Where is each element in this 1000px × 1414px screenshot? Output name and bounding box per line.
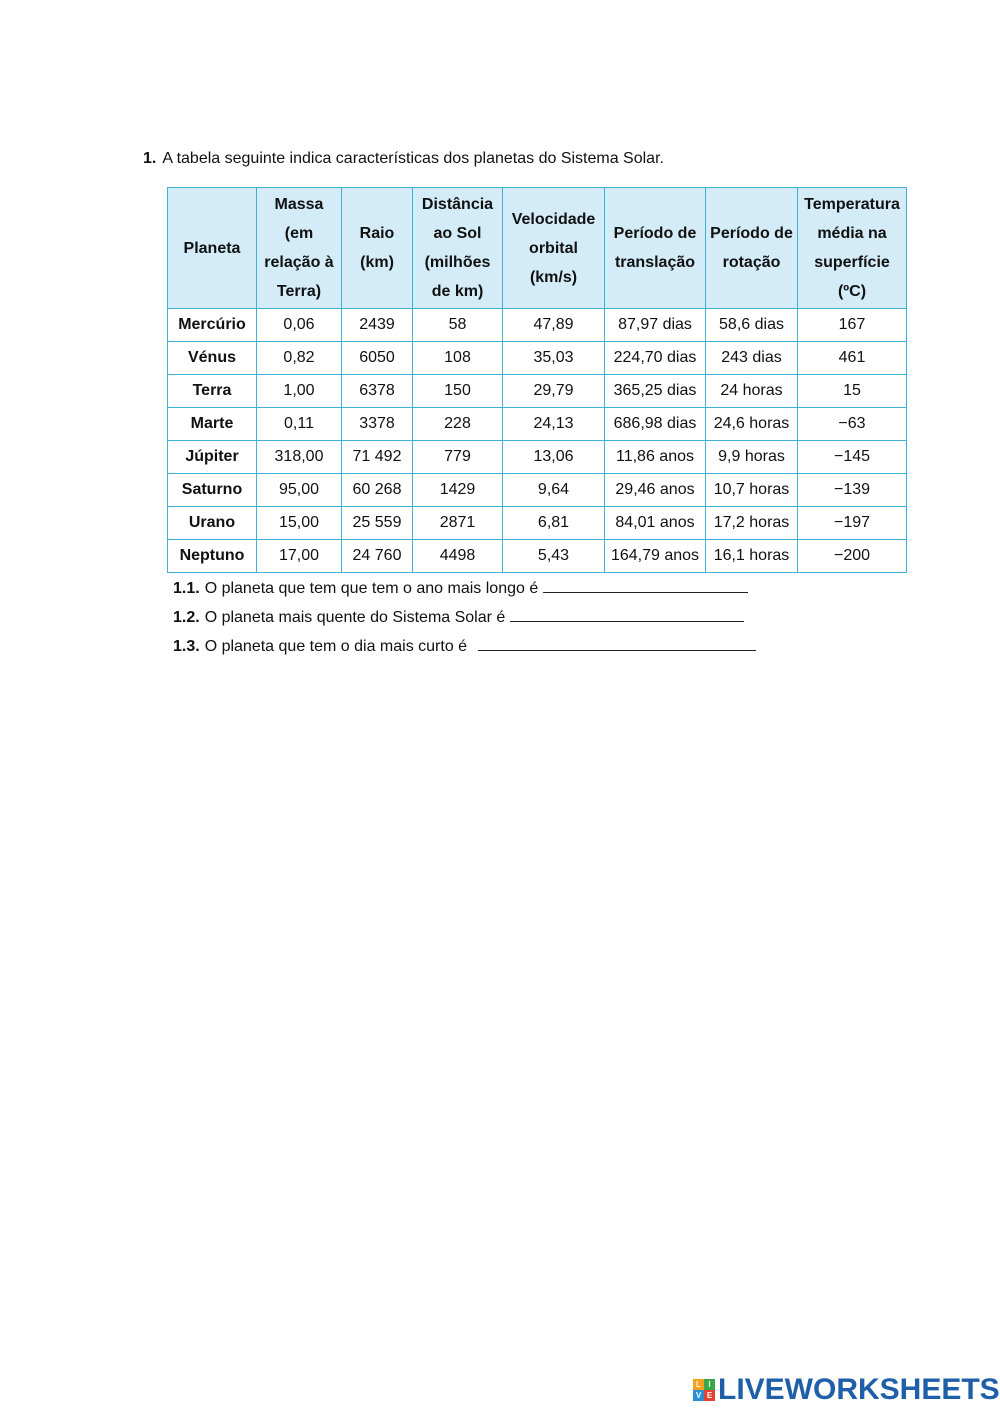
table-cell: 1,00 [257, 375, 342, 408]
column-header [342, 188, 413, 309]
logo-mark-letter: V [693, 1390, 704, 1401]
table-cell: 47,89 [503, 309, 605, 342]
table-cell: 9,9 horas [706, 441, 798, 474]
table-row [168, 309, 907, 342]
table-cell: 6,81 [503, 507, 605, 540]
table-cell: 87,97 dias [605, 309, 706, 342]
table-row [168, 375, 907, 408]
column-header-line: rotação [722, 254, 781, 271]
table-cell: 164,79 anos [605, 540, 706, 573]
column-header-line: (em [284, 225, 314, 242]
table-cell: 4498 [413, 540, 503, 573]
planet-name-cell: Mercúrio [168, 309, 257, 342]
logo-mark-letter: L [693, 1379, 704, 1390]
planet-name-cell: Vénus [168, 342, 257, 375]
table-cell: 13,06 [503, 441, 605, 474]
table-cell: −139 [798, 474, 907, 507]
table-cell: 5,43 [503, 540, 605, 573]
column-header [257, 188, 342, 309]
column-header-line: Velocidade [511, 210, 596, 228]
column-header [503, 188, 605, 309]
subquestion-number: 1.3. [173, 638, 200, 655]
planet-name-cell: Júpiter [168, 441, 257, 474]
table-cell: 15 [798, 375, 907, 408]
answer-blank-1-2[interactable] [510, 606, 744, 622]
column-header-line: (km/s) [529, 268, 578, 286]
column-header-line: Massa [274, 196, 324, 213]
question-1 [143, 149, 664, 169]
subquestion-text: O planeta que tem que tem o ano mais longo é [204, 580, 539, 597]
column-header-line: Distância [421, 196, 494, 213]
table-cell: 779 [413, 441, 503, 474]
table-cell: 365,25 dias [605, 375, 706, 408]
table-cell: −63 [798, 408, 907, 441]
table-cell: 15,00 [257, 507, 342, 540]
table-cell: 2871 [413, 507, 503, 540]
table-cell: 11,86 anos [605, 441, 706, 474]
table-cell: 24 horas [706, 375, 798, 408]
planet-name-cell: Marte [168, 408, 257, 441]
table-cell: 84,01 anos [605, 507, 706, 540]
table-cell: −197 [798, 507, 907, 540]
table-cell: −200 [798, 540, 907, 573]
table-cell: 0,06 [257, 309, 342, 342]
planet-name-cell: Saturno [168, 474, 257, 507]
column-header-line: (ºC) [837, 283, 867, 300]
table-cell: 1429 [413, 474, 503, 507]
table-cell: 29,79 [503, 375, 605, 408]
table-cell: 6378 [342, 375, 413, 408]
table-cell: 58 [413, 309, 503, 342]
table-cell: 58,6 dias [706, 309, 798, 342]
table-body [168, 309, 907, 573]
column-header-line: Período de [710, 225, 793, 242]
logo-text: LIVEWORKSHEETS [718, 1373, 1000, 1406]
table-cell: 24,6 horas [706, 408, 798, 441]
question-number: 1. [143, 150, 157, 167]
table-row [168, 408, 907, 441]
column-header-line: Período de [613, 225, 697, 242]
table-cell: 6050 [342, 342, 413, 375]
table-cell: −145 [798, 441, 907, 474]
table-cell: 29,46 anos [605, 474, 706, 507]
table-cell: 24,13 [503, 408, 605, 441]
table-cell: 461 [798, 342, 907, 375]
table-cell: 16,1 horas [706, 540, 798, 573]
column-header-line: (milhões [424, 254, 491, 271]
table-cell: 318,00 [257, 441, 342, 474]
table-row [168, 474, 907, 507]
table-cell: 224,70 dias [605, 342, 706, 375]
table-row [168, 507, 907, 540]
table-header-row [168, 188, 907, 309]
planet-name-cell: Urano [168, 507, 257, 540]
subquestion-text: O planeta que tem o dia mais curto é [204, 638, 468, 655]
table-cell: 150 [413, 375, 503, 408]
column-header-line: relação à [264, 254, 334, 271]
table-row [168, 342, 907, 375]
column-header-line: Raio [359, 225, 395, 242]
column-header [168, 188, 257, 309]
logo-mark-letter: E [704, 1390, 715, 1401]
subquestion-number: 1.2. [173, 609, 200, 626]
column-header-line: de km) [431, 283, 484, 300]
liveworksheets-mark-icon [693, 1379, 715, 1401]
table-cell: 0,82 [257, 342, 342, 375]
table-cell: 17,00 [257, 540, 342, 573]
table-cell: 9,64 [503, 474, 605, 507]
table-cell: 25 559 [342, 507, 413, 540]
column-header [413, 188, 503, 309]
subquestion-1-2 [173, 606, 744, 628]
table-cell: 686,98 dias [605, 408, 706, 441]
table-row [168, 441, 907, 474]
column-header [706, 188, 798, 309]
table-cell: 10,7 horas [706, 474, 798, 507]
column-header [798, 188, 907, 309]
column-header [605, 188, 706, 309]
column-header-line: Terra) [276, 283, 322, 300]
table-cell: 3378 [342, 408, 413, 441]
table-cell: 95,00 [257, 474, 342, 507]
table-cell: 71 492 [342, 441, 413, 474]
column-header-line: orbital [529, 239, 578, 257]
table-cell: 243 dias [706, 342, 798, 375]
subquestion-text: O planeta mais quente do Sistema Solar é [204, 609, 506, 626]
answer-blank-1-1[interactable] [543, 577, 748, 593]
table-cell: 0,11 [257, 408, 342, 441]
logo-mark-letter: I [704, 1379, 715, 1390]
column-header-line: Planeta [183, 239, 241, 257]
table-cell: 2439 [342, 309, 413, 342]
table-row [168, 540, 907, 573]
liveworksheets-logo[interactable] [693, 1372, 1000, 1408]
planet-name-cell: Terra [168, 375, 257, 408]
column-header-line: média na [817, 225, 887, 242]
planet-name-cell: Neptuno [168, 540, 257, 573]
table-cell: 35,03 [503, 342, 605, 375]
column-header-line: Temperatura [804, 196, 900, 213]
answer-blank-1-3[interactable] [478, 635, 756, 651]
column-header-line: ao Sol [433, 225, 482, 242]
planets-table [167, 187, 907, 573]
table-cell: 108 [413, 342, 503, 375]
column-header-line: (km) [360, 254, 394, 271]
column-header-line: superfície [814, 254, 890, 271]
subquestion-number: 1.1. [173, 580, 200, 597]
table-cell: 24 760 [342, 540, 413, 573]
subquestion-1-1 [173, 577, 748, 599]
table-cell: 167 [798, 309, 907, 342]
table-cell: 17,2 horas [706, 507, 798, 540]
column-header-line: translação [614, 254, 696, 271]
subquestion-1-3 [173, 635, 756, 657]
table-cell: 228 [413, 408, 503, 441]
question-text: A tabela seguinte indica características dos planetas do Sistema Solar. [162, 150, 664, 167]
table-cell: 60 268 [342, 474, 413, 507]
